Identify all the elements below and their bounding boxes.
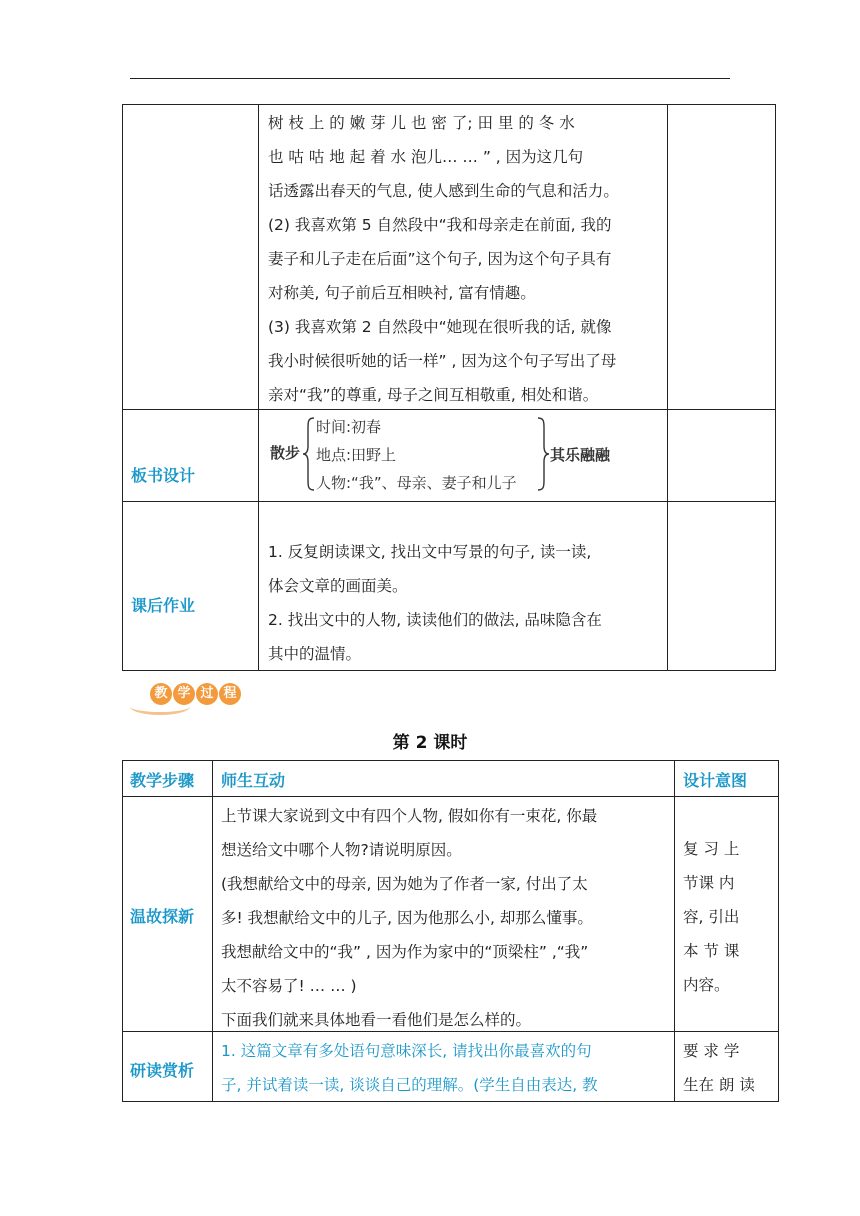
text-line: 亲对“我”的尊重, 母子之间互相敬重, 相处和谐。 (268, 386, 599, 404)
text-line: 话透露出春天的气息, 使人感到生命的气息和活力。 (268, 182, 619, 200)
text-line: 要 求 学 (683, 1042, 740, 1060)
text-line: 上节课大家说到文中有四个人物, 假如你有一束花, 你最 (221, 807, 598, 825)
board-result: 其乐融融 (550, 446, 611, 464)
text-line: 我小时候很听她的话一样” , 因为这个句子写出了母 (268, 352, 617, 370)
text-line: 节课 内 (683, 874, 735, 892)
top-row1-text (268, 106, 664, 412)
header-rule (130, 78, 730, 79)
text-line: 也 咕 咕 地 起 着 水 泡儿… … ” , 因为这几句 (268, 148, 584, 166)
badge-char: 教 (150, 683, 172, 705)
text-line: 多! 我想献给文中的儿子, 因为他那么小, 却那么懂事。 (221, 909, 593, 927)
board-design (268, 414, 628, 494)
text-line: 1. 这篇文章有多处语句意味深长, 请找出你最喜欢的句 (221, 1042, 592, 1060)
text-line: 复 习 上 (683, 840, 740, 858)
text-line: 想送给文中哪个人物?请说明原因。 (221, 841, 462, 859)
study-intent (683, 1034, 775, 1102)
teaching-process-badge (130, 680, 245, 712)
board-main: 散步 (270, 444, 301, 462)
study-label: 研读赏析 (130, 1061, 195, 1080)
review-label: 温故探新 (130, 907, 195, 926)
badge-char: 程 (219, 683, 241, 705)
text-line: 太不容易了! … … ) (221, 977, 357, 995)
text-line: 1. 反复朗读课文, 找出文中写景的句子, 读一读, (268, 543, 592, 561)
review-intent (683, 832, 775, 1002)
text-line: 2. 找出文中的人物, 读读他们的做法, 品味隐含在 (268, 611, 602, 629)
text-line: 我想献给文中的“我” , 因为作为家中的“顶梁柱” ,“我” (221, 943, 589, 961)
right-brace (536, 416, 550, 492)
header-steps: 教学步骤 (130, 771, 195, 790)
lesson-title: 第 2 课时 (392, 733, 468, 753)
homework-text (268, 535, 664, 671)
board-item-time: 时间:初春 (316, 418, 382, 436)
text-line: 容, 引出 (683, 908, 740, 926)
text-line: 妻子和儿子走在后面”这个句子, 因为这个句子具有 (268, 250, 612, 268)
text-line: 其中的温情。 (268, 645, 362, 663)
header-interaction: 师生互动 (221, 771, 286, 790)
board-design-label: 板书设计 (131, 466, 196, 485)
text-line: 子, 并试着读一读, 谈谈自己的理解。(学生自由表达, 教 (221, 1076, 598, 1094)
badge-char: 学 (173, 683, 195, 705)
text-line: 体会文章的画面美。 (268, 577, 408, 595)
text-line: 生在 朗 读 (683, 1076, 755, 1094)
homework-label: 课后作业 (131, 596, 196, 615)
study-text (221, 1034, 673, 1102)
text-line: (我想献给文中的母亲, 因为她为了作者一家, 付出了太 (221, 875, 588, 893)
board-item-people: 人物:“我”、母亲、妻子和儿子 (316, 474, 517, 492)
text-line: 下面我们就来具体地看一看他们是怎么样的。 (221, 1011, 532, 1029)
text-line: 内容。 (683, 976, 730, 994)
text-line: 对称美, 句子前后互相映衬, 富有情趣。 (268, 284, 536, 302)
left-brace (302, 416, 316, 492)
review-text (221, 799, 673, 1037)
header-intent: 设计意图 (683, 771, 748, 790)
board-item-place: 地点:田野上 (316, 446, 397, 464)
badge-char: 过 (196, 683, 218, 705)
text-line: (2) 我喜欢第 5 自然段中“我和母亲走在前面, 我的 (268, 216, 612, 234)
text-line: (3) 我喜欢第 2 自然段中“她现在很听我的话, 就像 (268, 318, 612, 336)
text-line: 树 枝 上 的 嫩 芽 儿 也 密 了; 田 里 的 冬 水 (268, 114, 575, 132)
text-line: 本 节 课 (683, 942, 740, 960)
